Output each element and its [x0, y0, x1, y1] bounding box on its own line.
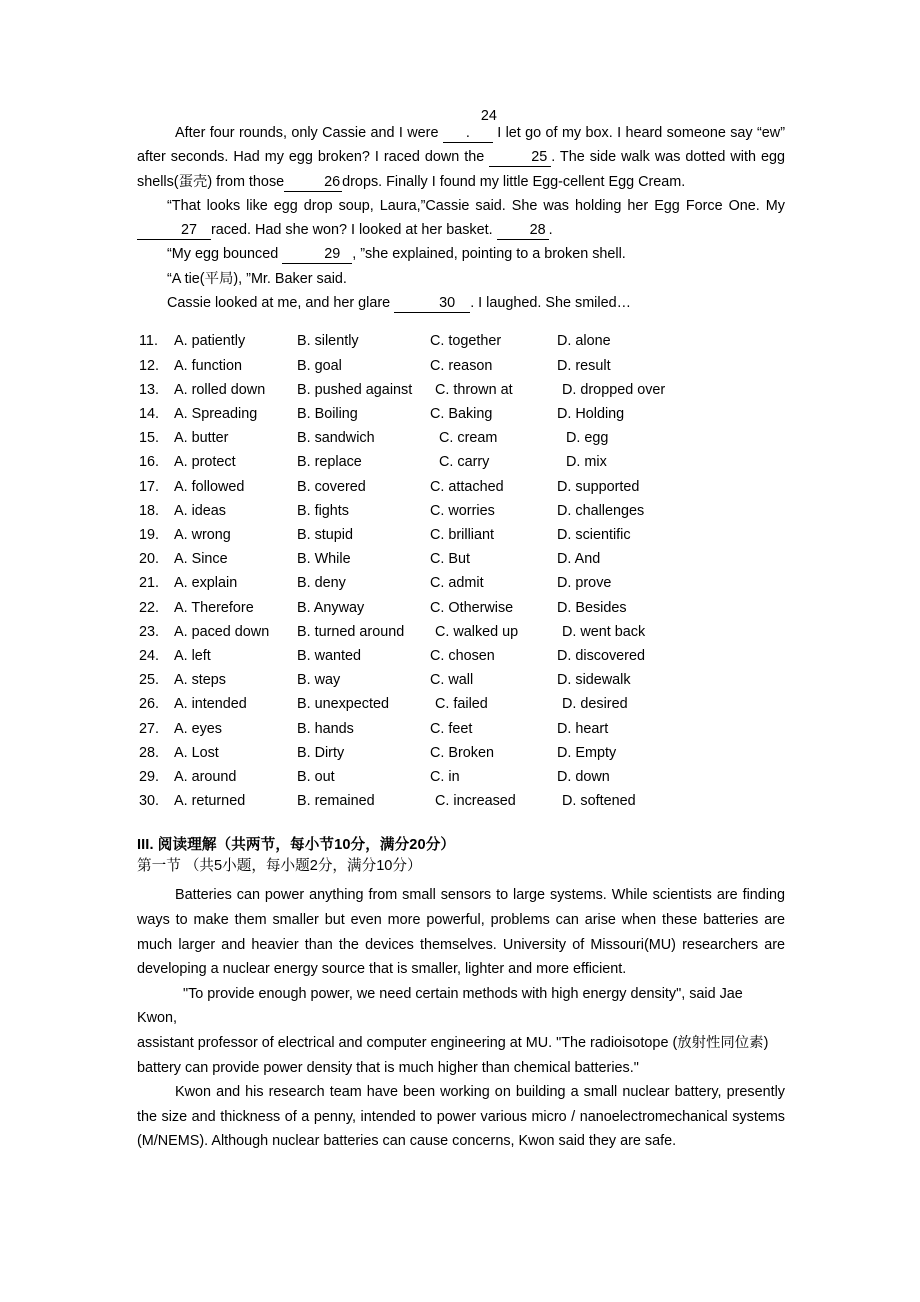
question-row: [137, 547, 785, 571]
option-a[interactable]: A. followed: [174, 478, 245, 495]
option-b[interactable]: B. sandwich: [297, 430, 375, 447]
option-d[interactable]: D. dropped over: [562, 381, 666, 398]
option-d[interactable]: D. down: [557, 769, 610, 786]
option-a[interactable]: A. Therefore: [174, 599, 254, 616]
option-b[interactable]: B. fights: [297, 502, 349, 519]
cloze-blank[interactable]: 26: [284, 174, 342, 192]
option-a[interactable]: A. explain: [174, 575, 238, 592]
option-a[interactable]: A. Since: [174, 551, 228, 568]
question-number: 18.: [139, 502, 160, 519]
cloze-blank[interactable]: 28: [497, 222, 549, 240]
option-c[interactable]: C. admit: [430, 575, 484, 592]
option-a[interactable]: A. Lost: [174, 744, 219, 761]
option-c[interactable]: C. reason: [430, 357, 493, 374]
option-b[interactable]: B. goal: [297, 357, 342, 374]
question-number: 22.: [139, 599, 160, 616]
option-b[interactable]: B. Boiling: [297, 405, 358, 422]
option-a[interactable]: A. butter: [174, 430, 229, 447]
option-a[interactable]: A. wrong: [174, 527, 231, 543]
option-a[interactable]: A. steps: [174, 672, 226, 689]
cloze-paragraph-2: “That looks like egg drop soup, Laura,”Cassie said. She was holding her Egg Force One. My 27 raced. Had she won? I looked at her basket. 28 .: [137, 194, 785, 243]
option-c[interactable]: C. carry: [439, 454, 490, 471]
option-d[interactable]: D. challenges: [557, 502, 645, 519]
exam-page: [137, 108, 785, 1154]
option-b[interactable]: B. turned around: [297, 623, 405, 640]
option-b[interactable]: B. way: [297, 672, 341, 689]
cloze-passage: [137, 108, 785, 315]
option-b[interactable]: B. out: [297, 769, 335, 786]
option-a[interactable]: A. around: [174, 769, 237, 786]
option-a[interactable]: A. rolled down: [174, 381, 266, 398]
question-row: [137, 717, 785, 741]
question-row: [137, 668, 785, 692]
option-c[interactable]: C. brilliant: [430, 527, 494, 543]
question-row: [137, 644, 785, 668]
option-d[interactable]: D. went back: [562, 623, 646, 640]
question-number: 26.: [139, 696, 160, 713]
question-row: [137, 620, 785, 644]
reading-paragraph-2: [137, 982, 785, 1080]
option-d[interactable]: D. scientific: [557, 527, 631, 543]
option-d[interactable]: D. desired: [562, 696, 628, 713]
option-b[interactable]: B. unexpected: [297, 696, 390, 713]
question-number: 24.: [139, 648, 160, 665]
option-a[interactable]: A. left: [174, 648, 211, 665]
question-number: 12.: [139, 357, 160, 374]
cloze-paragraph-1: After four rounds, only Cassie and I were 24 . I let go of my box. I heard someone say “ew” after seconds. Had my egg broken? I raced down the 25 . The side walk was dotted with egg shells(蛋壳) from those 26 drops. Finally I found my little Egg-cellent Egg Cream.: [137, 108, 785, 190]
question-row: [137, 475, 785, 499]
option-d[interactable]: D. supported: [557, 478, 640, 495]
option-b[interactable]: B. wanted: [297, 648, 361, 665]
section-heading-block: [137, 835, 785, 877]
question-number: 20.: [139, 551, 160, 568]
cloze-blank[interactable]: 25: [489, 149, 551, 167]
reading-p2-line2: Kwon,: [137, 1010, 177, 1027]
question-row: [137, 402, 785, 426]
question-row: [137, 378, 785, 402]
question-number: 11.: [139, 333, 158, 350]
question-number: 27.: [139, 720, 160, 737]
option-a[interactable]: A. intended: [174, 696, 247, 713]
question-row: [137, 450, 785, 474]
option-b[interactable]: B. Anyway: [297, 599, 365, 616]
option-c[interactable]: C. in: [430, 769, 460, 786]
cloze-blank[interactable]: 30: [394, 295, 470, 313]
option-d[interactable]: D. mix: [566, 454, 607, 471]
option-c[interactable]: C. cream: [439, 430, 498, 447]
option-c[interactable]: C. Otherwise: [430, 599, 514, 616]
option-d[interactable]: D. And: [557, 551, 601, 568]
option-a[interactable]: A. Spreading: [174, 405, 258, 422]
question-number: 19.: [139, 527, 160, 543]
option-c[interactable]: C. thrown at: [435, 381, 513, 398]
question-row: [137, 354, 785, 378]
option-a[interactable]: A. paced down: [174, 623, 270, 640]
question-row: [137, 499, 785, 523]
question-row: [137, 692, 785, 716]
option-b[interactable]: B. silently: [297, 333, 359, 350]
option-d[interactable]: D. sidewalk: [557, 672, 631, 689]
option-b[interactable]: B. While: [297, 551, 351, 568]
question-row: [137, 329, 785, 353]
option-b[interactable]: B. replace: [297, 454, 362, 471]
question-number: 23.: [139, 623, 160, 640]
multiple-choice-list: [137, 329, 785, 813]
option-d[interactable]: D. heart: [557, 720, 609, 737]
option-b[interactable]: B. deny: [297, 575, 346, 592]
question-number: 13.: [139, 381, 160, 398]
question-number: 21.: [139, 575, 160, 592]
option-d[interactable]: D. alone: [557, 333, 611, 350]
option-b[interactable]: B. hands: [297, 720, 354, 737]
question-number: 16.: [139, 454, 160, 471]
question-number: 29.: [139, 769, 160, 786]
option-a[interactable]: A. patiently: [174, 333, 246, 350]
option-b[interactable]: B. pushed against: [297, 381, 413, 398]
option-c[interactable]: C. attached: [430, 478, 504, 495]
option-c[interactable]: C. feet: [430, 720, 473, 737]
option-c[interactable]: C. Broken: [430, 744, 494, 761]
option-a[interactable]: A. eyes: [174, 720, 222, 737]
reading-paragraph-1: Batteries can power anything from small sensors to large systems. While scientists are finding ways to make them smaller but even more powerful, problems can arise when these batteries are much larger and heavier than the devices themselves. University of Missouri(MU) researchers are developing a nuclear energy source that is smaller, lighter and more efficient.: [137, 887, 785, 978]
option-c[interactable]: C. together: [430, 333, 502, 350]
question-number: 14.: [139, 405, 160, 422]
reading-p2-line3: assistant professor of electrical and computer engineering at MU. "The radioisotope (放射性同位素): [137, 1035, 769, 1051]
option-b[interactable]: B. Dirty: [297, 744, 345, 761]
reading-p2-line1: "To provide enough power, we need certain methods with high energy density", said Jae: [183, 985, 743, 1002]
question-row: [137, 789, 785, 813]
question-row: [137, 571, 785, 595]
option-d[interactable]: D. prove: [557, 575, 612, 592]
option-c[interactable]: C. failed: [435, 696, 488, 713]
option-d[interactable]: D. Empty: [557, 744, 617, 761]
section-subtitle: 第一节 （共5小题，每小题2分，满分10分）: [137, 858, 422, 875]
cloze-paragraph-4: “A tie(平局), ”Mr. Baker said.: [167, 270, 347, 287]
option-d[interactable]: D. Besides: [557, 599, 627, 616]
question-row: [137, 596, 785, 620]
question-row: [137, 523, 785, 547]
option-b[interactable]: B. remained: [297, 793, 375, 810]
reading-passage: [137, 883, 785, 1154]
option-c[interactable]: C. worries: [430, 502, 495, 519]
question-number: 15.: [139, 430, 160, 447]
option-c[interactable]: C. wall: [430, 672, 474, 689]
question-row: [137, 741, 785, 765]
question-number: 17.: [139, 478, 160, 495]
cloze-paragraph-3: “My egg bounced 29 , ”she explained, pointing to a broken shell.: [167, 246, 626, 263]
question-number: 30.: [139, 793, 160, 810]
cloze-blank[interactable]: 29: [282, 246, 352, 264]
question-number: 28.: [139, 744, 160, 761]
question-row: [137, 765, 785, 789]
option-c[interactable]: C. But: [430, 551, 470, 568]
option-c[interactable]: C. Baking: [430, 405, 493, 422]
reading-p2-line4: battery can provide power density that is much higher than chemical batteries.": [137, 1059, 639, 1076]
option-a[interactable]: A. returned: [174, 793, 246, 810]
cloze-blank[interactable]: 24 .: [443, 108, 493, 143]
cloze-paragraph-5: Cassie looked at me, and her glare 30 . I laughed. She smiled…: [167, 295, 631, 312]
option-d[interactable]: D. discovered: [557, 648, 645, 665]
cloze-blank[interactable]: 27: [137, 222, 211, 240]
option-a[interactable]: A. ideas: [174, 502, 226, 519]
option-c[interactable]: C. increased: [435, 793, 516, 810]
option-d[interactable]: D. softened: [562, 793, 636, 810]
option-d[interactable]: D. egg: [566, 430, 609, 447]
question-number: 25.: [139, 672, 160, 689]
option-a[interactable]: A. function: [174, 357, 242, 374]
option-c[interactable]: C. chosen: [430, 648, 495, 665]
question-row: [137, 426, 785, 450]
option-d[interactable]: D. Holding: [557, 405, 625, 422]
reading-paragraph-3: Kwon and his research team have been working on building a small nuclear battery, presently the size and thickness of a penny, intended to power various micro / nanoelectromechanical systems (M/NEMS). Although nuclear batteries can cause concerns, Kwon said they are safe.: [137, 1084, 785, 1150]
section-title: III. 阅读理解（共两节，每小节10分，满分20分）: [137, 837, 456, 854]
option-d[interactable]: D. result: [557, 357, 611, 374]
option-a[interactable]: A. protect: [174, 454, 236, 471]
option-c[interactable]: C. walked up: [435, 623, 519, 640]
option-b[interactable]: B. covered: [297, 478, 366, 495]
option-b[interactable]: B. stupid: [297, 527, 353, 543]
